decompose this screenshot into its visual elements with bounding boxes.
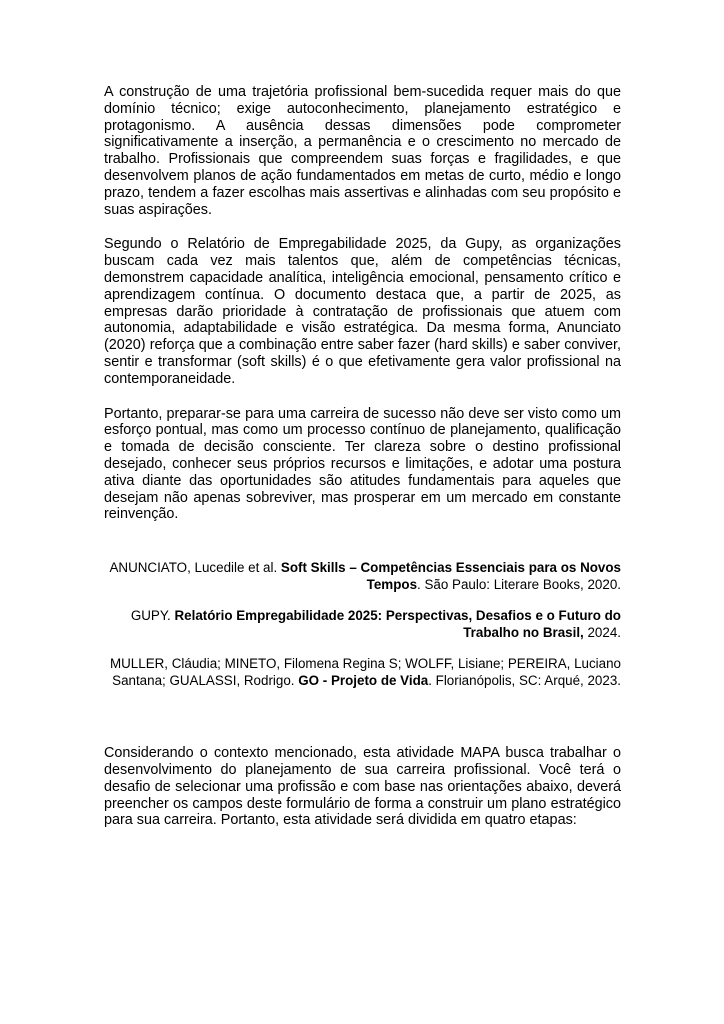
paragraph-conclusion: Portanto, preparar-se para uma carreira de sucesso não deve ser visto como um esforço pontual, mas como um processo contínuo de planejamento, qualificação e tomada de decisão consciente. Ter clareza sobre o destino profissional desejado, conhecer seus próprios recursos e limitações, e adotar uma postura ativa diante das oportunidades são atitudes fundamentais para aqueles que desejam não apenas sobreviver, mas prosperar em um mercado em constante reinvenção. <box>104 405 621 523</box>
reference-title: Soft Skills – Competências Essenciais para os Novos Tempos <box>280 560 621 592</box>
document-page <box>104 84 621 829</box>
reference-publication: 2024. <box>583 624 621 640</box>
paragraph-intro: A construção de uma trajetória profissional bem-sucedida requer mais do que domínio técnico; exige autoconhecimento, planejamento estratégico e protagonismo. A ausência dessas dimensões pode comprometer significativamente a inserção, a permanência e o crescimento no mercado de trabalho. Profissionais que compreendem suas forças e fragilidades, e que desenvolvem planos de ação fundamentados em metas de curto, médio e longo prazo, tendem a fazer escolhas mais assertivas e alinhadas com seu propósito e suas aspirações. <box>104 84 621 218</box>
reference-authors: ANUNCIATO, Lucedile et al. <box>109 560 281 576</box>
references-list <box>104 560 621 689</box>
reference-publication: . São Paulo: Literare Books, 2020. <box>417 576 621 592</box>
reference-title: GO - Projeto de Vida <box>298 672 429 688</box>
paragraph-activity-description: Considerando o contexto mencionado, esta atividade MAPA busca trabalhar o desenvolvimento do planejamento de sua carreira profissional. Você terá o desafio de selecionar uma profissão e com base nas orientações abaixo, deverá preencher os campos deste formulário de forma a construir um plano estratégico para sua carreira. Portanto, esta atividade será dividida em quatro etapas: <box>104 745 621 829</box>
reference-entry <box>104 656 621 689</box>
reference-entry <box>104 560 621 593</box>
reference-authors: GUPY. <box>130 608 175 624</box>
paragraph-employability-report: Segundo o Relatório de Empregabilidade 2025, da Gupy, as organizações buscam cada vez mais talentos que, além de competências técnicas, demonstrem capacidade analítica, inteligência emocional, pensamento crítico e aprendizagem contínua. O documento destaca que, a partir de 2025, as empresas darão prioridade à contratação de profissionais que atuem com autonomia, adaptabilidade e visão estratégica. Da mesma forma, Anunciato (2020) reforça que a combinação entre saber fazer (hard skills) e saber conviver, sentir e transformar (soft skills) é o que efetivamente gera valor profissional na contemporaneidade. <box>104 236 621 387</box>
reference-title: Relatório Empregabilidade 2025: Perspectivas, Desafios e o Futuro do Trabalho no Brasil, <box>174 608 621 640</box>
reference-publication: . Florianópolis, SC: Arqué, 2023. <box>428 672 621 688</box>
reference-authors: MULLER, Cláudia; MINETO, Filomena Regina S; WOLFF, Lisiane; PEREIRA, Luciano Santana; GUALASSI, Rodrigo. <box>109 656 621 688</box>
reference-entry <box>104 608 621 641</box>
